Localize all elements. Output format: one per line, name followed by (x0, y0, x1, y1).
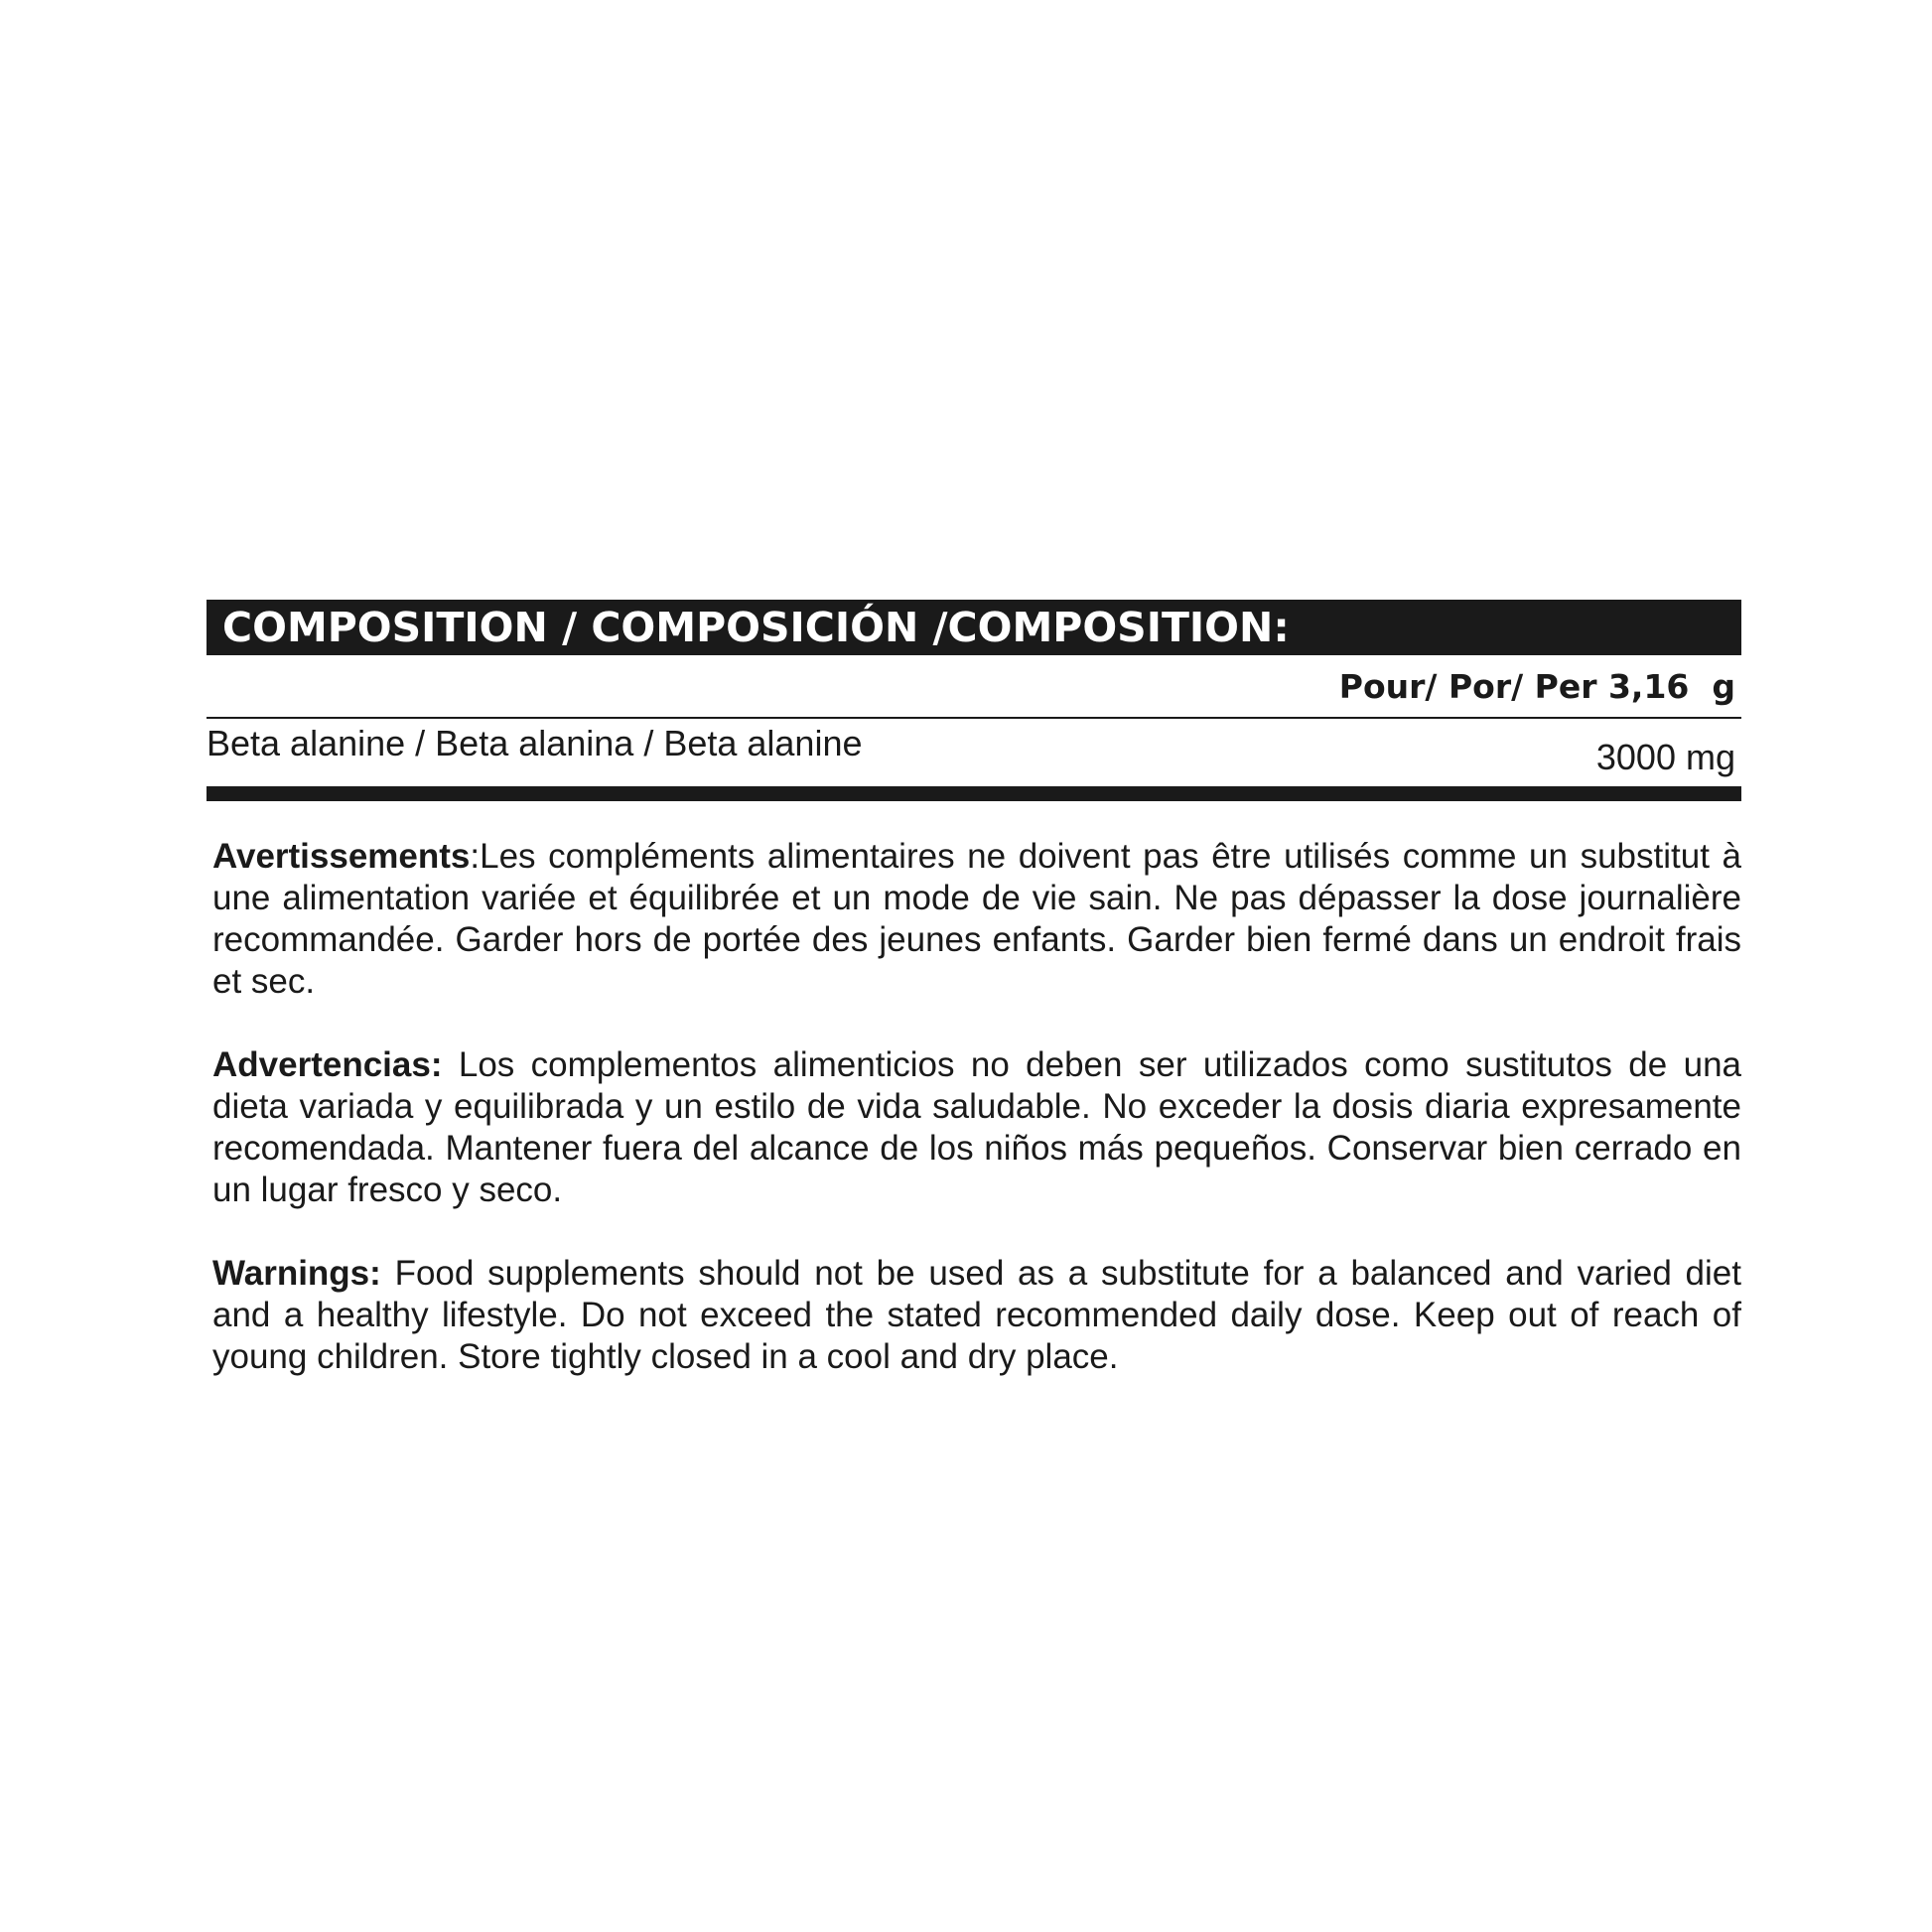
warning-english (212, 1253, 1741, 1378)
warning-french-lead: Avertissements (212, 837, 471, 876)
warnings-section (207, 836, 1741, 1378)
warning-french-text: :Les compléments alimentaires ne doivent pas être utilisés comme un substitut à une alimentation variée et équilibrée et un mode de vie sain. Ne pas dépasser la dose journalière recommandée. Garder hors de portée des jeunes enfants. Garder bien fermé dans un endroit frais et sec. (212, 837, 1741, 1001)
divider-thick (207, 786, 1741, 801)
warning-french (212, 836, 1741, 1003)
warning-spanish-text: Los complementos alimenticios no deben ser utilizados como sustitutos de una dieta variada y equilibrada y un estilo de vida saludable. No exceder la dosis diaria expresamente recomendada. Mantener fuera del alcance de los niños más pequeños. Conservar bien cerrado en un lugar fresco y seco. (212, 1045, 1741, 1209)
ingredient-amount: 3000 mg (1595, 737, 1735, 777)
warning-spanish (212, 1044, 1741, 1211)
serving-size-label: Pour/ Por/ Per 3,16 g (1338, 666, 1735, 706)
composition-title-bar (207, 600, 1741, 655)
serving-size-row (207, 655, 1741, 717)
warning-spanish-lead: Advertencias: (212, 1045, 443, 1084)
warning-english-lead: Warnings: (212, 1254, 381, 1293)
warning-english-text: Food supplements should not be used as a substitute for a balanced and varied diet and a healthy lifestyle. Do not exceed the stated recommended daily dose. Keep out of reach of young children. Store tightly closed in a cool and dry place. (212, 1254, 1741, 1376)
supplement-label (207, 600, 1741, 1420)
ingredient-name: Beta alanine / Beta alanina / Beta alanine (207, 723, 863, 763)
ingredient-row (207, 719, 1741, 786)
composition-title: COMPOSITION / COMPOSICIÓN /COMPOSITION: (222, 604, 1290, 651)
